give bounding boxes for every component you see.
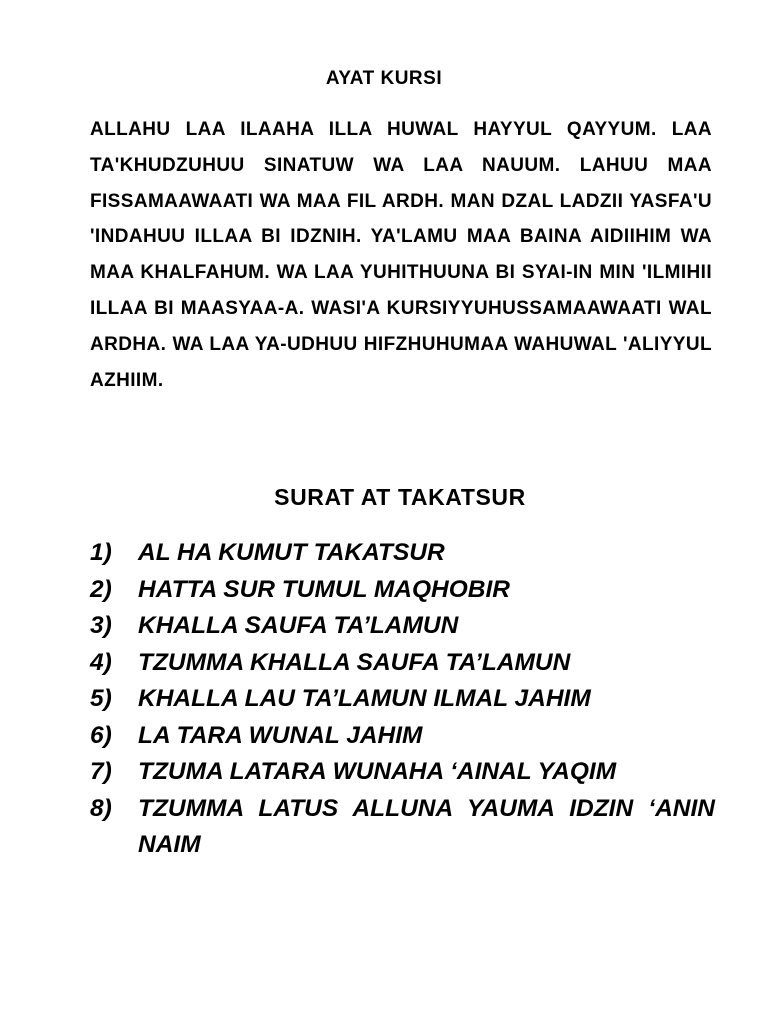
verse-item bbox=[90, 645, 715, 682]
verse-item bbox=[90, 754, 715, 791]
verse-list bbox=[90, 535, 715, 864]
verse-item bbox=[90, 572, 715, 609]
verse-text: LA TARA WUNAL JAHIM bbox=[138, 721, 423, 749]
verse-number: 6) bbox=[90, 721, 112, 749]
heading-surat-at-takatsur: SURAT AT TAKATSUR bbox=[274, 484, 526, 510]
verse-item bbox=[90, 718, 715, 755]
verse-number: 4) bbox=[90, 648, 112, 676]
heading-ayat-kursi: AYAT KURSI bbox=[325, 68, 443, 89]
verse-item bbox=[90, 608, 715, 645]
verse-number: 5) bbox=[90, 685, 112, 712]
ayat-kursi-paragraph: ALLAHU LAA ILAAHA ILLA HUWAL HAYYUL QAYYUM. LAA TA'KHUDZUHUU SINATUW WA LAA NAUUM. LAHUU MAA FISSAMAAWAATI WA MAA FIL ARDH. MAN DZAL LADZII YASFA'U 'INDAHUU ILLAA BI IDZNIH. YA'LAMU MAA BAINA AIDIIHIM WA MAA KHALFAHUM. WA LAA YUHITHUUNA BI SYAI-IN MIN 'ILMIHII ILLAA BI MAASYAA-A. WASI'A KURSIYYUHUSSAMAAWAATI WAL ARDHA. WA LAA YA-UDHUU HIFZHUHUMAA WAHUWAL 'ALIYYUL AZHIIM. bbox=[90, 119, 712, 391]
verse-item bbox=[90, 681, 715, 718]
verse-item bbox=[90, 791, 715, 864]
verse-number: 1) bbox=[90, 539, 112, 566]
verse-number: 8) bbox=[90, 794, 112, 822]
verse-text: TZUMMA KHALLA SAUFA TA’LAMUN bbox=[138, 648, 571, 676]
verse-number: 3) bbox=[90, 612, 112, 639]
verse-text: KHALLA LAU TA’LAMUN ILMAL JAHIM bbox=[138, 685, 591, 712]
verse-text: KHALLA SAUFA TA’LAMUN bbox=[138, 612, 459, 639]
verse-text: TZUMA LATARA WUNAHA ‘AINAL YAQIM bbox=[138, 758, 617, 785]
verse-number: 7) bbox=[90, 758, 112, 785]
verse-item bbox=[90, 535, 715, 572]
verse-text: AL HA KUMUT TAKATSUR bbox=[138, 539, 445, 566]
verse-text: TZUMMA LATUS ALLUNA YAUMA IDZIN ‘ANIN NAIM bbox=[138, 794, 715, 858]
verse-text: HATTA SUR TUMUL MAQHOBIR bbox=[138, 575, 510, 603]
verse-number: 2) bbox=[90, 575, 112, 603]
